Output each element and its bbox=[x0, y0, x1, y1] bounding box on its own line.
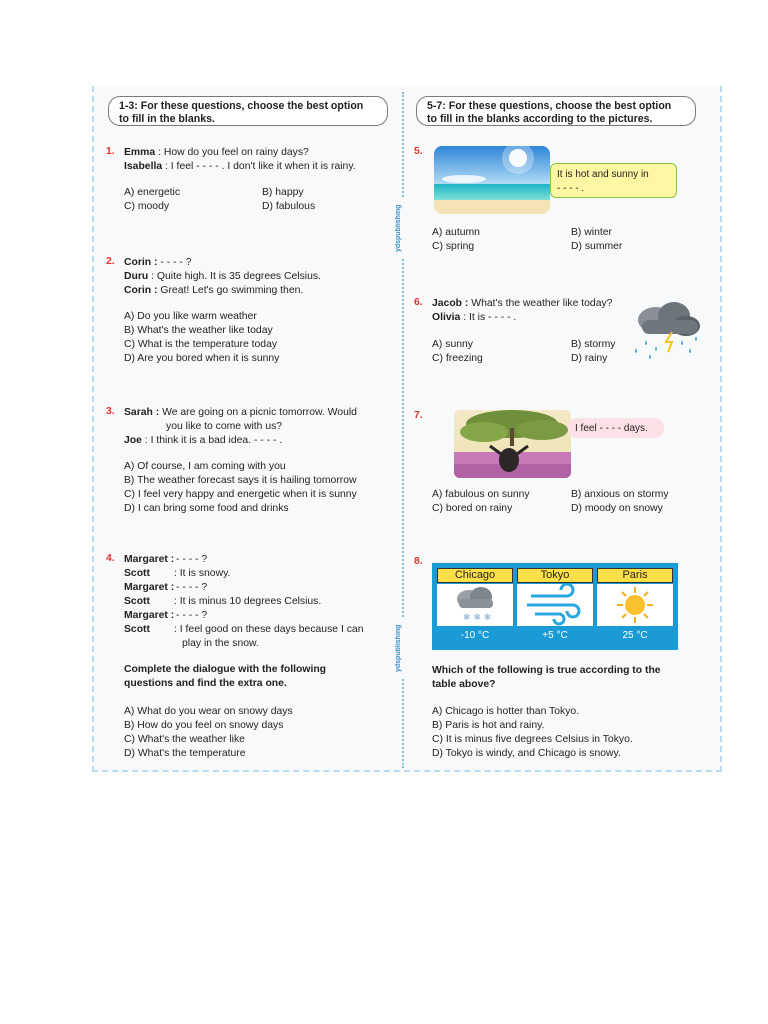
snow-cloud-icon bbox=[437, 584, 513, 626]
answer-option[interactable]: D) moody on snowy bbox=[571, 503, 663, 514]
right-instructions-header: 5-7: For these questions, choose the best option to fill in the blanks according to the pictures. bbox=[416, 96, 696, 126]
dialogue-line: Corin : Great! Let's go swimming then. bbox=[124, 285, 304, 296]
speaker-name: Margaret : bbox=[124, 554, 175, 565]
speaker-name: Margaret : bbox=[124, 610, 175, 621]
field-photo bbox=[454, 410, 571, 478]
answer-option[interactable]: D) rainy bbox=[571, 353, 608, 364]
answer-option[interactable]: D) What's the temperature bbox=[124, 748, 246, 759]
dialogue-line: - - - - ? bbox=[176, 554, 208, 565]
answer-option[interactable]: A) Do you like warm weather bbox=[124, 311, 257, 322]
city-tokyo bbox=[517, 568, 593, 644]
city-temperature: -10 °C bbox=[460, 630, 490, 641]
answer-option[interactable]: B) What's the weather like today bbox=[124, 325, 273, 336]
speaker-name: Margaret : bbox=[124, 582, 175, 593]
city-temperature: 25 °C bbox=[622, 630, 648, 641]
answer-option[interactable]: C) spring bbox=[432, 241, 475, 252]
question-number: 8. bbox=[414, 556, 423, 567]
answer-option[interactable]: C) It is minus five degrees Celsius in Tokyo. bbox=[432, 734, 633, 745]
answer-option[interactable]: B) The weather forecast says it is hailing tomorrow bbox=[124, 475, 357, 486]
question-number: 4. bbox=[106, 553, 115, 564]
question-instruction: questions and find the extra one. bbox=[124, 678, 287, 689]
speaker-name: Scott bbox=[124, 568, 150, 579]
question-number: 7. bbox=[414, 410, 423, 421]
dialogue-line: Isabella : I feel - - - - . I don't like it when it is rainy. bbox=[124, 161, 356, 172]
dialogue-line: Sarah : We are going on a picnic tomorrow. Would bbox=[124, 407, 357, 418]
answer-option[interactable]: C) I feel very happy and energetic when it is sunny bbox=[124, 489, 357, 500]
answer-option[interactable]: C) What is the temperature today bbox=[124, 339, 278, 350]
answer-option[interactable]: A) fabulous on sunny bbox=[432, 489, 530, 500]
city-name: Tokyo bbox=[517, 568, 593, 583]
dialogue-line: Emma : How do you feel on rainy days? bbox=[124, 147, 309, 158]
question-number: 5. bbox=[414, 146, 423, 157]
publisher-label: ydspublishing bbox=[395, 618, 409, 678]
city-name: Paris bbox=[597, 568, 673, 583]
dialogue-line: Joe : I think it is a bad idea. - - - - . bbox=[124, 435, 283, 446]
answer-option[interactable]: D) Are you bored when it is sunny bbox=[124, 353, 280, 364]
wind-icon bbox=[517, 584, 593, 626]
question-instruction: table above? bbox=[432, 679, 496, 690]
speaker-name: Scott bbox=[124, 624, 150, 635]
city-temperature: +5 °C bbox=[542, 630, 568, 641]
answer-option[interactable]: A) What do you wear on snowy days bbox=[124, 706, 293, 717]
answer-option[interactable]: A) sunny bbox=[432, 339, 474, 350]
answer-option[interactable]: B) stormy bbox=[571, 339, 616, 350]
question-instruction: Which of the following is true according to the bbox=[432, 665, 661, 676]
dialogue-line: you like to come with us? bbox=[166, 421, 283, 432]
dialogue-line: Duru : Quite high. It is 35 degrees Celsius. bbox=[124, 271, 321, 282]
answer-option[interactable]: C) bored on rainy bbox=[432, 503, 513, 514]
question-number: 1. bbox=[106, 146, 115, 157]
dialogue-line: play in the snow. bbox=[182, 638, 259, 649]
dialogue-line: : It is snowy. bbox=[174, 568, 231, 579]
answer-option[interactable]: B) How do you feel on snowy days bbox=[124, 720, 284, 731]
publisher-label: ydspublishing bbox=[395, 198, 409, 258]
question-number: 2. bbox=[106, 256, 115, 267]
speaker-name: Scott bbox=[124, 596, 150, 607]
answer-option[interactable]: B) winter bbox=[571, 227, 612, 238]
svg-text:❄ ❄ ❄: ❄ ❄ ❄ bbox=[463, 613, 492, 623]
city-name: Chicago bbox=[437, 568, 513, 583]
answer-option[interactable]: D) summer bbox=[571, 241, 623, 252]
dialogue-line: Jacob : What's the weather like today? bbox=[432, 298, 613, 309]
answer-option[interactable]: A) energetic bbox=[124, 187, 181, 198]
beach-photo bbox=[434, 146, 550, 214]
answer-option[interactable]: A) Of course, I am coming with you bbox=[124, 461, 286, 472]
answer-option[interactable]: C) freezing bbox=[432, 353, 483, 364]
weather-table bbox=[432, 563, 678, 650]
answer-option[interactable]: A) autumn bbox=[432, 227, 480, 238]
left-instructions-header: 1-3: For these questions, choose the best option to fill in the blanks. bbox=[108, 96, 388, 126]
question-number: 6. bbox=[414, 297, 423, 308]
dialogue-line: Corin : - - - - ? bbox=[124, 257, 192, 268]
answer-option[interactable]: C) What's the weather like bbox=[124, 734, 245, 745]
answer-option[interactable]: A) Chicago is hotter than Tokyo. bbox=[432, 706, 580, 717]
answer-option[interactable]: C) moody bbox=[124, 201, 170, 212]
question-number: 3. bbox=[106, 406, 115, 417]
sun-icon bbox=[597, 584, 673, 626]
city-paris bbox=[597, 568, 673, 644]
answer-option[interactable]: B) anxious on stormy bbox=[571, 489, 669, 500]
speech-bubble: It is hot and sunny in - - - - . bbox=[550, 163, 677, 198]
answer-option[interactable]: D) fabulous bbox=[262, 201, 316, 212]
dialogue-line: - - - - ? bbox=[176, 610, 208, 621]
answer-option[interactable]: D) Tokyo is windy, and Chicago is snowy. bbox=[432, 748, 621, 759]
question-instruction: Complete the dialogue with the following bbox=[124, 664, 327, 675]
dialogue-line: : It is minus 10 degrees Celsius. bbox=[174, 596, 322, 607]
answer-option[interactable]: D) I can bring some food and drinks bbox=[124, 503, 289, 514]
speech-bubble: I feel - - - - days. bbox=[568, 418, 664, 438]
answer-option[interactable]: B) happy bbox=[262, 187, 304, 198]
dialogue-line: - - - - ? bbox=[176, 582, 208, 593]
city-chicago bbox=[437, 568, 513, 644]
answer-option[interactable]: B) Paris is hot and rainy. bbox=[432, 720, 545, 731]
dialogue-line: Olivia : It is - - - - . bbox=[432, 312, 517, 323]
storm-cloud-icon bbox=[626, 298, 704, 371]
dialogue-line: : I feel good on these days because I can bbox=[174, 624, 364, 635]
